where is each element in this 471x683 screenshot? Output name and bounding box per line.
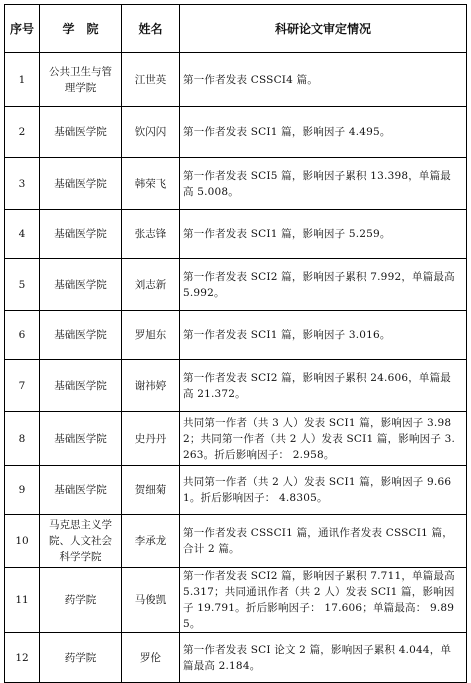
table-row	[5, 107, 467, 158]
table-row	[5, 259, 467, 311]
table-row	[5, 53, 467, 107]
row-no: 12	[5, 633, 40, 683]
review-text: 共同第一作者（共 2 人）发表 SCI1 篇，影响因子 9.661。折后影响因子： 4.8305。	[183, 476, 452, 504]
college-text: 基础医学院	[54, 379, 107, 392]
header-no: 序号	[5, 5, 40, 53]
row-no: 8	[5, 412, 40, 466]
header-college: 学 院	[40, 5, 122, 53]
row-college	[40, 360, 122, 412]
row-no: 4	[5, 210, 40, 259]
row-name: 张志锋	[122, 210, 180, 259]
row-name: 李承龙	[122, 515, 180, 568]
row-name: 谢祎婷	[122, 360, 180, 412]
row-name: 贺细菊	[122, 466, 180, 515]
table-row	[5, 633, 467, 683]
review-text: 第一作者发表 SCI2 篇，影响因子累积 24.606，单篇最高 21.372。	[183, 371, 452, 400]
college-text: 基础医学院	[54, 329, 107, 341]
row-review	[180, 158, 467, 210]
table-row	[5, 466, 467, 515]
row-name: 江世英	[122, 53, 180, 107]
row-review	[180, 568, 467, 633]
row-no: 9	[5, 466, 40, 515]
header-name: 姓名	[122, 5, 180, 53]
table-row	[5, 412, 467, 466]
row-no: 2	[5, 107, 40, 158]
row-name: 马俊凯	[122, 568, 180, 633]
review-text: 第一作者发表 SCI1 篇，影响因子 5.259。	[183, 228, 391, 240]
row-college	[40, 633, 122, 683]
row-college	[40, 568, 122, 633]
row-review	[180, 53, 467, 107]
review-text: 第一作者发表 SCI1 篇，影响因子 3.016。	[183, 329, 391, 341]
row-college	[40, 515, 122, 568]
row-no: 10	[5, 515, 40, 568]
row-name: 钦闪闪	[122, 107, 180, 158]
review-text: 第一作者发表 SCI2 篇，影响因子累积 7.992，单篇最高 5.992。	[183, 270, 455, 299]
row-review	[180, 633, 467, 683]
college-text: 基础医学院	[54, 484, 107, 496]
table-row	[5, 210, 467, 259]
row-no: 6	[5, 311, 40, 360]
college-text: 公共卫生与管理学院	[49, 65, 112, 94]
row-college	[40, 412, 122, 466]
review-table	[4, 4, 467, 683]
row-college	[40, 311, 122, 360]
college-text: 马克思主义学院、人文社会科学学院	[49, 519, 112, 563]
row-no: 7	[5, 360, 40, 412]
row-name: 韩荣飞	[122, 158, 180, 210]
college-text: 药学院	[64, 594, 97, 606]
review-text: 第一作者发表 CSSCI4 篇。	[183, 73, 318, 86]
review-text: 第一作者发表 SCI1 篇，影响因子 4.495。	[183, 126, 391, 138]
row-no: 3	[5, 158, 40, 210]
college-text: 药学院	[64, 651, 97, 664]
row-no: 5	[5, 259, 40, 311]
review-text: 第一作者发表 SCI5 篇，影响因子累积 13.398，单篇最高 5.008。	[183, 169, 452, 198]
review-text: 第一作者发表 SCI 论文 2 篇，影响因子累积 4.044，单篇最高 2.184。	[183, 643, 452, 672]
row-review	[180, 466, 467, 515]
table-row	[5, 360, 467, 412]
row-college	[40, 210, 122, 259]
college-text: 基础医学院	[54, 228, 107, 240]
row-no: 11	[5, 568, 40, 633]
row-college	[40, 259, 122, 311]
row-college	[40, 158, 122, 210]
row-review	[180, 311, 467, 360]
row-name: 罗伦	[122, 633, 180, 683]
row-review	[180, 360, 467, 412]
row-name: 罗旭东	[122, 311, 180, 360]
row-college	[40, 466, 122, 515]
college-text: 基础医学院	[54, 278, 107, 291]
college-text: 基础医学院	[54, 432, 107, 445]
review-text: 第一作者发表 CSSCI1 篇，通讯作者发表 CSSCI1 篇，合计 2 篇。	[183, 527, 453, 555]
review-text: 共同第一作者（共 3 人）发表 SCI1 篇，影响因子 3.982；共同第一作者（共 2 人）发表 SCI1 篇，影响因子 3.263。折后影响因子： 2.958。	[183, 416, 456, 461]
college-text: 基础医学院	[54, 177, 107, 190]
header-review: 科研论文审定情况	[180, 5, 467, 53]
table-row	[5, 515, 467, 568]
row-name: 刘志新	[122, 259, 180, 311]
row-college	[40, 53, 122, 107]
row-review	[180, 259, 467, 311]
table-header-row	[5, 5, 467, 53]
row-college	[40, 107, 122, 158]
row-review	[180, 515, 467, 568]
row-review	[180, 210, 467, 259]
row-name: 史丹丹	[122, 412, 180, 466]
table-row	[5, 568, 467, 633]
table-row	[5, 158, 467, 210]
review-text: 第一作者发表 SCI2 篇，影响因子累积 7.711，单篇最高 5.317；共同通讯作者（共 2 人）发表 SCI1 篇，影响因子 19.791。折后影响因子： 17.606；单篇最高： 9.895。	[183, 570, 455, 630]
row-review	[180, 412, 467, 466]
row-review	[180, 107, 467, 158]
table-row	[5, 311, 467, 360]
row-no: 1	[5, 53, 40, 107]
college-text: 基础医学院	[54, 126, 107, 138]
